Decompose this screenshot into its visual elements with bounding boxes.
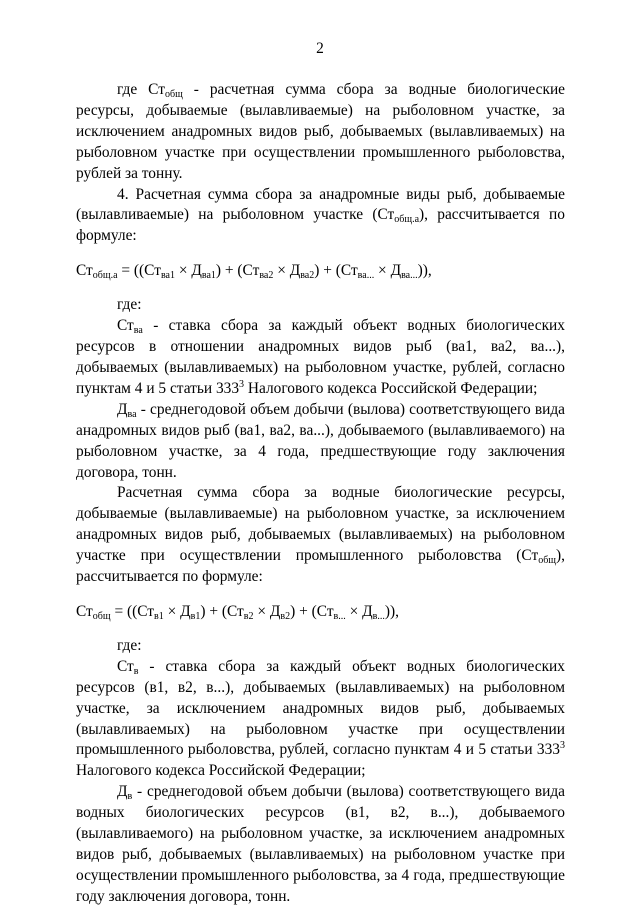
paragraph-item-4: 4. Расчетная сумма сбора за анадромные виды рыб, добываемые (вылавливаемые) на рыболовном участке $(Ст_{общ.а})$, рассчитывается по формуле:	[76, 185, 565, 245]
formula-general: $Ст_{общ} = ((Ст_{в1} \times Д_{в1}) + (Ст_{в2} \times Д_{в2}) + (Ст_{в...} \times Д_{в...}))$,	[76, 602, 399, 622]
page-number: 2	[316, 40, 324, 57]
paragraph-st-obsch-definition: где $Ст_{общ}$ - расчетная сумма сбора за водные биологические ресурсы, добываемые (вылавливаемые) на рыболовном участке, за исключением анадромных видов рыб, добываемых (вылавливаемых) на рыболовном участке при осуществлении промышленного рыболовства, рублей за тонну.	[76, 81, 566, 182]
where-label: где:	[117, 636, 142, 654]
paragraph-st-va-definition: $Ст_{ва}$ - ставка сбора за каждый объект водных биологических ресурсов в отношении анадромных видов рыб (ва1, ва2, ва...), добываемых (вылавливаемых) на рыболовном участке, рублей, согласно пунктам 4 и 5 статьи $333^3$ Налогового кодекса Российской Федерации;	[76, 317, 565, 397]
paragraph-d-va-definition: $Д_{ва}$ - среднегодовой объем добычи (вылова) соответствующего вида анадромных видов рыб (ва1, ва2, ва...), добываемого (вылавливаемого) на рыболовном участке, за 4 года, предшествующие году заключения договора, тонн.	[76, 400, 565, 481]
document-body	[76, 80, 565, 908]
paragraph-total-calculation: Расчетная сумма сбора за водные биологические ресурсы, добываемые (вылавливаемые) на рыболовном участке, за исключением анадромных видов рыб, добываемых (вылавливаемых) на рыболовном участке при осуществлении промышленного рыболовства $(Ст_{общ})$, рассчитывается по формуле:	[76, 484, 565, 586]
formula-anadromous: $Ст_{общ.а} = ((Ст_{ва1} \times Д_{ва1}) + (Ст_{ва2} \times Д_{ва2}) + (Ст_{ва...} \times Д_{ва...}))$,	[76, 262, 432, 282]
paragraph-st-v-definition: $Ст_в$ - ставка сбора за каждый объект водных биологических ресурсов (в1, в2, в...), добываемых (вылавливаемых) на рыболовном участке, за исключением анадромных видов рыб, добываемых (вылавливаемых) на рыболовном участке при осуществлении промышленного рыболовства, рублей, согласно пунктам 4 и 5 статьи $333^3$ Налогового кодекса Российской Федерации;	[76, 657, 565, 780]
where-label: где:	[117, 296, 142, 314]
paragraph-d-v-definition: $Д_в$ - среднегодовой объем добычи (вылова) соответствующего вида водных биологических ресурсов (в1, в2, в...), добываемого (вылавливаемого) на рыболовном участке, за исключением анадромных видов рыб, добываемых (вылавливаемых) на рыболовном участке при осуществлении промышленного рыболовства, за 4 года, предшествующие году заключения договора, тонн.	[76, 783, 565, 905]
